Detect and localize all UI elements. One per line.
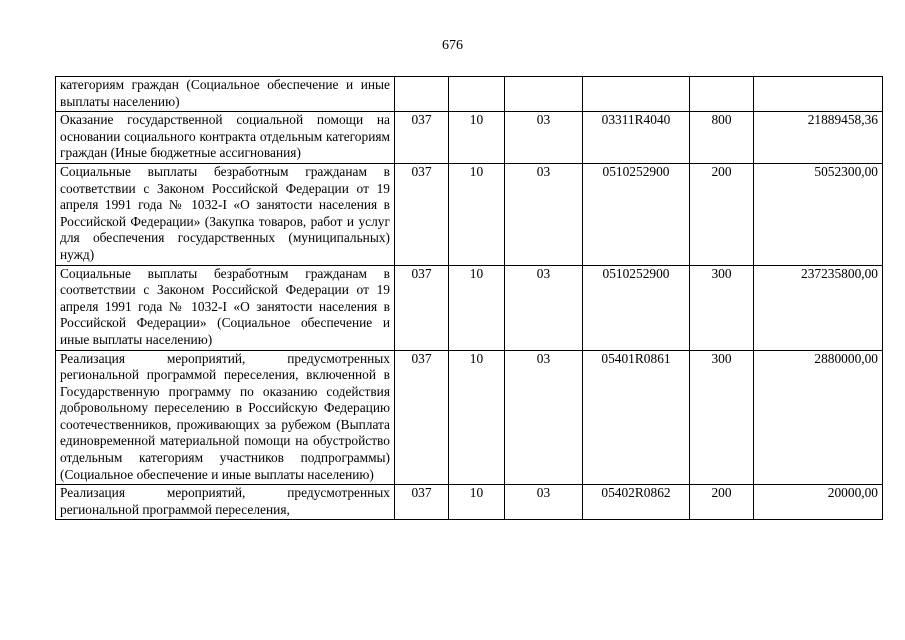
row-target-article: 0510252900	[583, 265, 690, 350]
row-ministry-code: 037	[395, 485, 449, 520]
row-subsection-code: 03	[505, 350, 583, 485]
budget-table	[55, 76, 883, 520]
row-amount	[754, 77, 883, 112]
table-row	[56, 163, 883, 265]
page-number: 676	[442, 38, 463, 53]
row-expense-type: 800	[690, 112, 754, 164]
table-row	[56, 77, 883, 112]
row-description: категориям граждан (Социальное обеспечение и иные выплаты населению)	[56, 77, 395, 112]
row-description: Социальные выплаты безработным гражданам в соответствии с Законом Российской Федерации от 19 апреля 1991 года № 1032-I «О занятости населения в Российской Федерации» (Социальное обеспечение и иные выплаты населению)	[56, 265, 395, 350]
row-ministry-code: 037	[395, 350, 449, 485]
row-description: Социальные выплаты безработным гражданам в соответствии с Законом Российской Федерации от 19 апреля 1991 года № 1032-I «О занятости населения в Российской Федерации» (Закупка товаров, работ и услуг для обеспечения государственных (муниципальных) нужд)	[56, 163, 395, 265]
row-ministry-code: 037	[395, 163, 449, 265]
row-target-article	[583, 77, 690, 112]
row-section-code: 10	[449, 163, 505, 265]
row-section-code: 10	[449, 485, 505, 520]
row-subsection-code: 03	[505, 163, 583, 265]
row-ministry-code: 037	[395, 112, 449, 164]
row-expense-type: 200	[690, 485, 754, 520]
row-amount: 237235800,00	[754, 265, 883, 350]
row-section-code: 10	[449, 112, 505, 164]
row-subsection-code: 03	[505, 112, 583, 164]
row-section-code: 10	[449, 265, 505, 350]
table-row	[56, 485, 883, 520]
row-section-code: 10	[449, 350, 505, 485]
table-row	[56, 112, 883, 164]
row-description: Оказание государственной социальной помощи на основании социального контракта отдельным категориям граждан (Иные бюджетные ассигнования)	[56, 112, 395, 164]
row-amount: 2880000,00	[754, 350, 883, 485]
row-description: Реализация мероприятий, предусмотренных региональной программой переселения,	[60, 485, 390, 517]
row-expense-type: 300	[690, 350, 754, 485]
row-expense-type: 300	[690, 265, 754, 350]
row-section-code	[449, 77, 505, 112]
row-ministry-code	[395, 77, 449, 112]
row-target-article: 0510252900	[583, 163, 690, 265]
row-target-article: 05401R0861	[583, 350, 690, 485]
row-subsection-code: 03	[505, 485, 583, 520]
table-row	[56, 265, 883, 350]
row-description: Реализация мероприятий, предусмотренных региональной программой переселения, включенной в Государственную программу по оказанию содействия добровольному переселению в Российскую Федерацию соотечественников, проживающих за рубежом (Выплата единовременной материальной помощи на обустройство отдельным категориям участников подпрограммы) (Социальное обеспечение и иные выплаты населению)	[56, 350, 395, 485]
table-row	[56, 350, 883, 485]
row-description-cell	[56, 485, 395, 520]
row-amount: 21889458,36	[754, 112, 883, 164]
row-amount: 20000,00	[754, 485, 883, 520]
row-target-article: 03311R4040	[583, 112, 690, 164]
row-subsection-code	[505, 77, 583, 112]
row-expense-type	[690, 77, 754, 112]
row-subsection-code: 03	[505, 265, 583, 350]
row-amount: 5052300,00	[754, 163, 883, 265]
row-target-article: 05402R0862	[583, 485, 690, 520]
row-ministry-code: 037	[395, 265, 449, 350]
row-expense-type: 200	[690, 163, 754, 265]
